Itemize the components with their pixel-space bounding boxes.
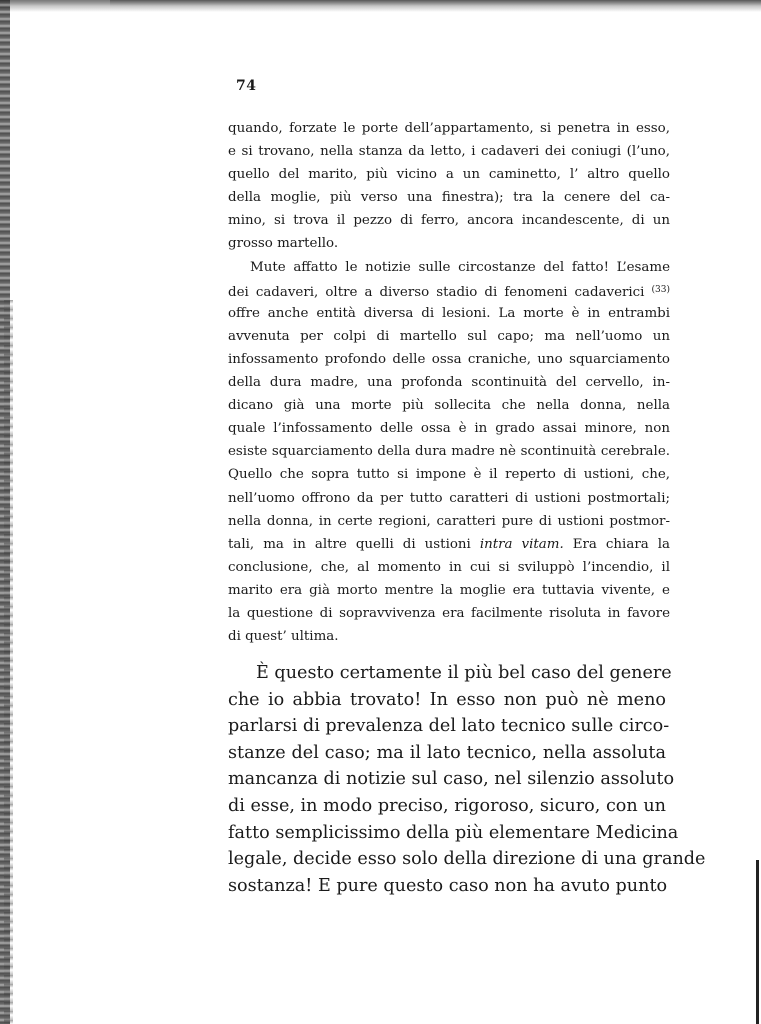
text-line: legale, decide esso solo della direzione di una grande [228, 849, 706, 870]
text-line: e si trovano, nella stanza da letto, i cadaveri dei coniugi (l’uno, [228, 144, 670, 160]
text-line: di quest’ ultima. [228, 629, 339, 645]
text-line: sostanza! E pure questo caso non ha avuto punto [228, 875, 668, 896]
footnote-reference: (33) [651, 284, 671, 295]
text-line: parlarsi di prevalenza del lato tecnico sulle circo- [228, 716, 670, 737]
text-line-with-footnote [228, 279, 670, 302]
text-line: avvenuta per colpi di martello sul capo; ma nell’uomo un [228, 328, 670, 344]
scan-edge-left-inner [4, 300, 13, 1024]
text-line: Quello che sopra tutto si impone è il reperto di ustioni, che, [228, 467, 670, 483]
text-line: mancanza di notizie sul caso, nel silenzio assoluto [228, 769, 675, 790]
text-line: la questione di sopravvivenza era facilmente risoluta in favore [228, 605, 670, 621]
text-line-with-italic [228, 533, 670, 556]
text-span: dei cadaveri, oltre a diverso stadio di fenomeni cadaverici [228, 284, 645, 300]
large-print-block [228, 660, 706, 899]
text-line: conclusione, che, al momento in cui si sviluppò l’incendio, il [228, 559, 670, 575]
text-line: fatto semplicissimo della più elementare Medicina [228, 822, 679, 843]
text-line: Mute affatto le notizie sulle circostanze del fatto! L’esame [250, 259, 670, 275]
text-line: nella donna, in certe regioni, caratteri pure di ustioni postmor- [228, 513, 670, 529]
text-span: Era chiara la [572, 536, 670, 552]
text-line: stanze del caso; ma il lato tecnico, nella assoluta [228, 742, 666, 763]
text-line: dicano già una morte più sollecita che nella donna, nella [228, 398, 670, 414]
paragraph-1 [228, 117, 670, 256]
text-line: quale l’infossamento delle ossa è in grado assai minore, non [228, 421, 670, 437]
text-line: infossamento profondo delle ossa craniche, uno squarciamento [228, 351, 670, 367]
text-line: mino, si trova il pezzo di ferro, ancora incandescente, di un [228, 213, 670, 229]
text-line: esiste squarciamento della dura madre nè scontinuità cerebrale. [228, 444, 670, 460]
scan-edge-top [0, 0, 761, 12]
scan-edge-right [756, 860, 759, 1024]
italic-latin-phrase: intra vitam. [479, 536, 564, 552]
text-line: marito era già morto mentre la moglie era tuttavia vivente, e [228, 582, 670, 598]
page-number: 74 [236, 78, 257, 94]
text-span: tali, ma in altre quelli di ustioni [228, 536, 471, 552]
paragraph-3 [228, 660, 706, 899]
scan-edge-top-left [0, 0, 110, 8]
text-line: grosso martello. [228, 236, 339, 252]
text-line: nell’uomo offrono da per tutto caratteri di ustioni postmortali; [228, 490, 670, 506]
text-line: della moglie, più verso una finestra); tra la cenere del ca- [228, 190, 670, 206]
small-print-block [228, 117, 670, 648]
text-line: È questo certamente il più bel caso del genere [256, 663, 672, 683]
text-line: quando, forzate le porte dell’appartamento, si penetra in esso, [228, 121, 670, 136]
text-line: di esse, in modo preciso, rigoroso, sicuro, con un [228, 795, 666, 816]
text-line: quello del marito, più vicino a un caminetto, l’ altro quello [228, 167, 670, 183]
paragraph-2 [228, 256, 670, 649]
text-line: della dura madre, una profonda scontinuità del cervello, in- [228, 375, 670, 391]
text-line: che io abbia trovato! In esso non può nè meno [228, 689, 666, 710]
text-line: offre anche entità diversa di lesioni. La morte è in entrambi [228, 305, 670, 321]
